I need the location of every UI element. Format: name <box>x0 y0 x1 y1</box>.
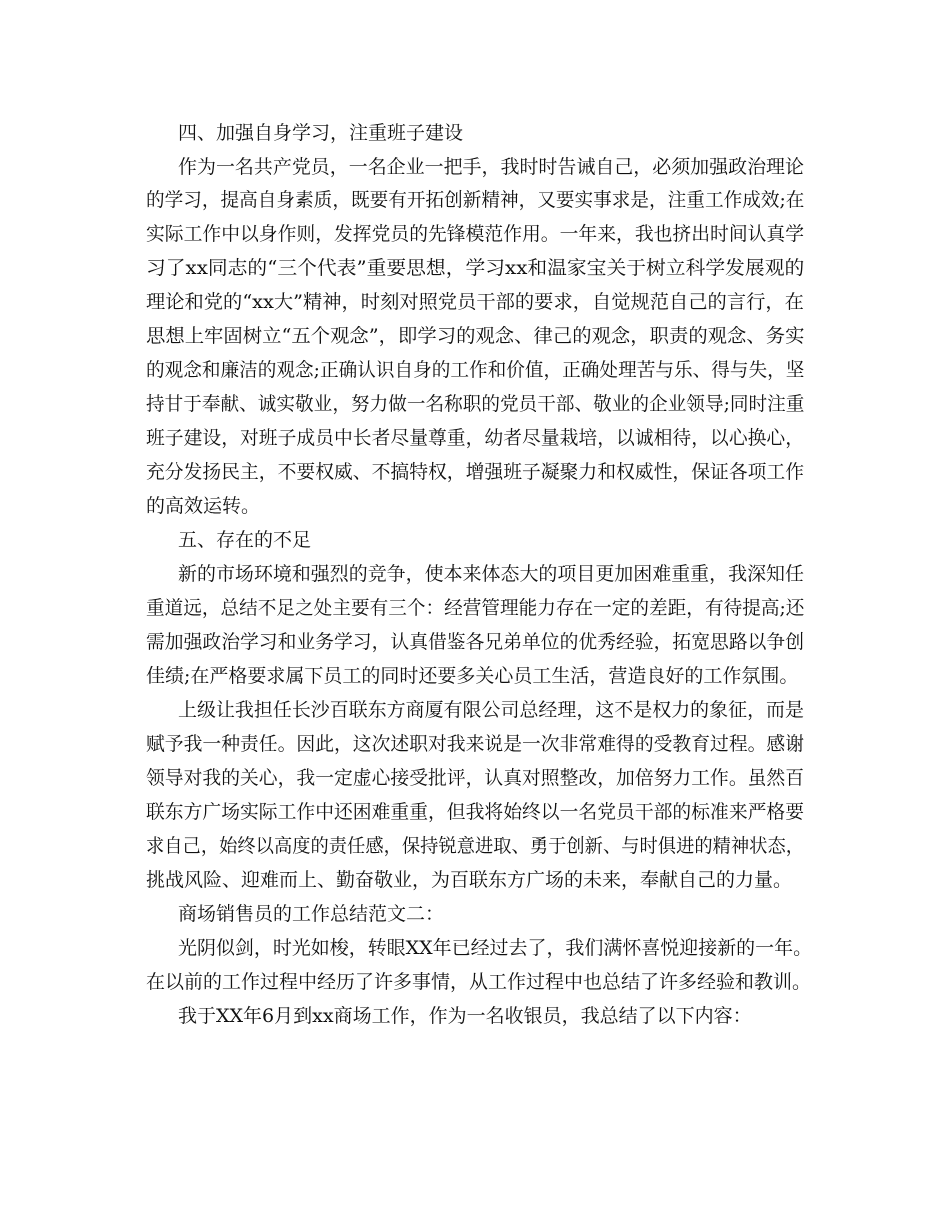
paragraph-line: 挑战风险、迎难而上、勤奋敬业，为百联东方广场的未来，奉献自己的力量。 <box>146 869 793 891</box>
section-heading-5: 五、存在的不足 <box>178 529 312 551</box>
paragraph-line: 理论和党的“xx大”精神，时刻对照党员干部的要求，自觉规范自己的言行，在 <box>146 291 804 313</box>
paragraph-line: 的高效运转。 <box>146 495 261 517</box>
paragraph-line: 班子建设，对班子成员中长者尽量尊重，幼者尽量栽培，以诚相待，以心换心， <box>146 427 805 449</box>
paragraph-line: 实际工作中以身作则，发挥党员的先锋模范作用。一年来，我也挤出时间认真学 <box>146 223 805 245</box>
paragraph-line: 联东方广场实际工作中还困难重重，但我将始终以一名党员干部的标准来严格要 <box>146 801 805 823</box>
paragraph-line: 新的市场环境和强烈的竞争，使本来体态大的项目更加困难重重，我深知任 <box>178 563 805 585</box>
paragraph-line: 作为一名共产党员，一名企业一把手，我时时告诫自己，必须加强政治理论 <box>178 156 805 178</box>
paragraph-line: 佳绩;在严格要求属下员工的同时还要多关心员工生活，营造良好的工作氛围。 <box>146 665 799 687</box>
section-heading-4: 四、加强自身学习，注重班子建设 <box>178 122 464 144</box>
paragraph-line: 在以前的工作过程中经历了许多事情，从工作过程中也总结了许多经验和教训。 <box>146 971 812 993</box>
paragraph-line: 的观念和廉洁的观念;正确认识自身的工作和价值，正确处理苦与乐、得与失，坚 <box>146 359 805 381</box>
paragraph-line: 持甘于奉献、诚实敬业，努力做一名称职的党员干部、敬业的企业领导;同时注重 <box>146 393 805 415</box>
paragraph-line: 重道远，总结不足之处主要有三个：经营管理能力存在一定的差距，有待提高;还 <box>146 597 805 619</box>
paragraph-line: 领导对我的关心，我一定虚心接受批评，认真对照整改，加倍努力工作。虽然百 <box>146 767 805 789</box>
paragraph-line: 充分发扬民主，不要权威、不搞特权，增强班子凝聚力和权威性，保证各项工作 <box>146 461 805 483</box>
paragraph-line: 需加强政治学习和业务学习，认真借鉴各兄弟单位的优秀经验，拓宽思路以争创 <box>146 631 805 653</box>
paragraph-line: 习了xx同志的“三个代表”重要思想，学习xx和温家宝关于树立科学发展观的 <box>146 257 805 279</box>
article-subtitle: 商场销售员的工作总结范文二： <box>178 903 445 925</box>
paragraph-line: 赋予我一种责任。因此，这次述职对我来说是一次非常难得的受教育过程。感谢 <box>146 733 805 755</box>
paragraph-line: 上级让我担任长沙百联东方商厦有限公司总经理，这不是权力的象征，而是 <box>178 699 805 721</box>
paragraph-line: 的学习，提高自身素质，既要有开拓创新精神，又要实事求是，注重工作成效;在 <box>146 189 805 211</box>
paragraph-line: 思想上牢固树立“五个观念”，即学习的观念、律己的观念，职责的观念、务实 <box>146 325 805 347</box>
paragraph-line: 求自己，始终以高度的责任感，保持锐意进取、勇于创新、与时俱进的精神状态， <box>146 835 805 857</box>
paragraph-line: 光阴似剑，时光如梭，转眼XX年已经过去了，我们满怀喜悦迎接新的一年。 <box>178 937 813 959</box>
paragraph-line: 我于XX年6月到xx商场工作，作为一名收银员，我总结了以下内容： <box>178 1005 752 1027</box>
